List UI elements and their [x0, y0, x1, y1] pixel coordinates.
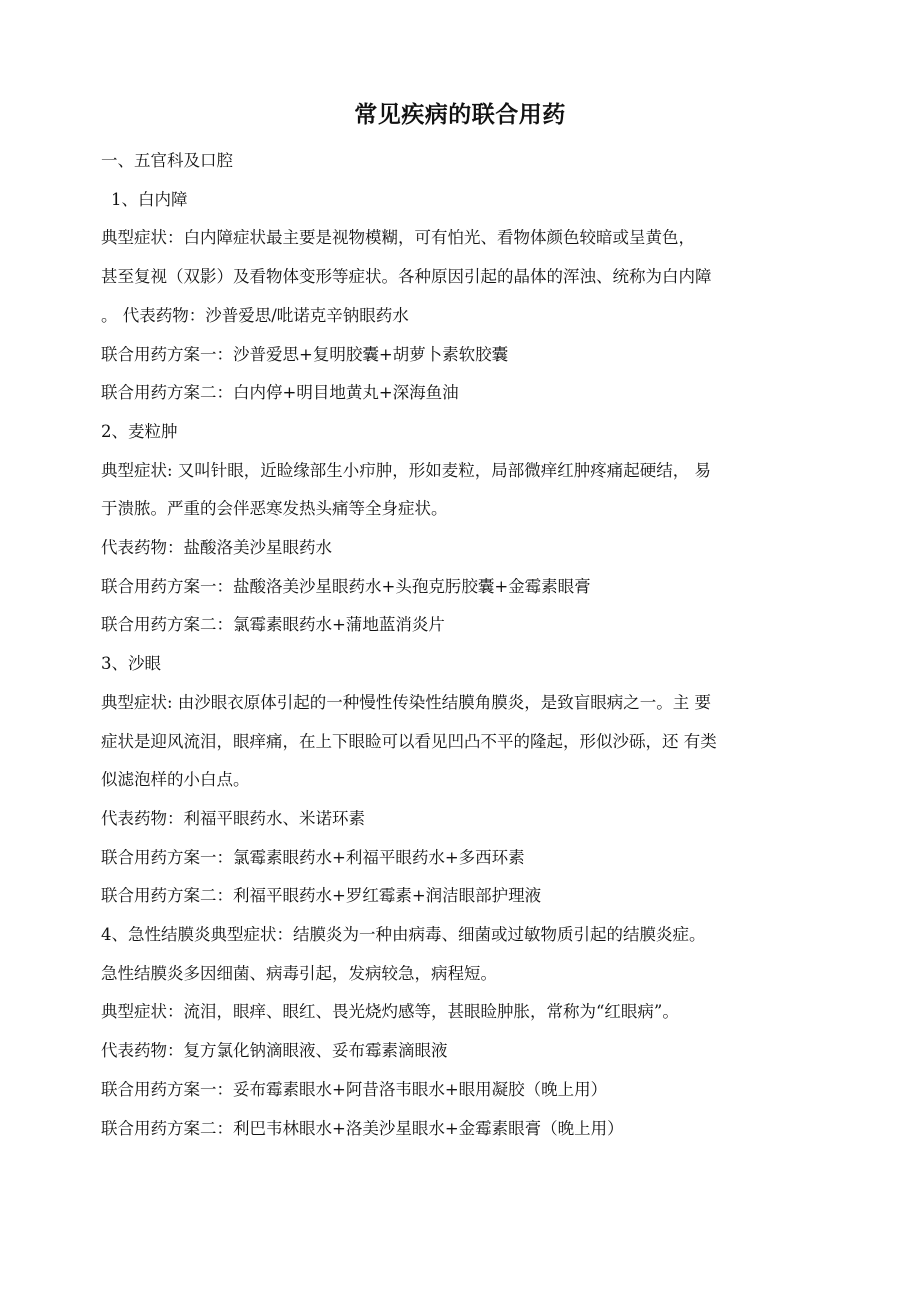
text-line: 联合用药方案一：沙普爱思+复明胶囊+胡萝卜素软胶囊 — [101, 344, 509, 364]
text-line: 急性结膜炎多因细菌、病毒引起，发病较急，病程短。 — [101, 963, 497, 983]
text-line: 。 代表药物：沙普爱思/吡诺克辛钠眼药水 — [101, 305, 409, 325]
text-line: 症状是迎风流泪，眼痒痛，在上下眼睑可以看见凹凸不平的隆起，形似沙砾，还 有类 — [101, 731, 717, 751]
text-line: 典型症状: 由沙眼衣原体引起的一种慢性传染性结膜角膜炎，是致盲眼病之一。主 要 — [101, 692, 712, 712]
text-line: 联合用药方案一：氯霉素眼药水+利福平眼药水+多西环素 — [101, 847, 525, 867]
text-line: 代表药物：复方氯化钠滴眼液、妥布霉素滴眼液 — [101, 1041, 448, 1061]
section-heading: 一、五官科及口腔 — [101, 151, 233, 170]
text-line: 联合用药方案一：妥布霉素眼水+阿昔洛韦眼水+眼用凝胶（晚上用） — [101, 1079, 608, 1099]
text-line: 4、急性结膜炎典型症状：结膜炎为一种由病毒、细菌或过敏物质引起的结膜炎症。 — [101, 925, 706, 945]
document-body — [101, 142, 829, 1148]
text-line: 代表药物：利福平眼药水、米诺环素 — [101, 808, 365, 828]
text-line: 典型症状：流泪，眼痒、眼红、畏光烧灼感等，甚眼睑肿胀，常称为“红眼病”。 — [101, 1002, 679, 1022]
subsection-heading: 1、白内障 — [111, 189, 188, 209]
text-line: 联合用药方案二：利福平眼药水+罗红霉素+润洁眼部护理液 — [101, 886, 542, 906]
subsection-heading: 2、麦粒肿 — [101, 421, 178, 441]
text-line: 联合用药方案二：白内停+明目地黄丸+深海鱼油 — [101, 383, 459, 403]
text-line: 似滤泡样的小白点。 — [101, 770, 250, 790]
text-line: 代表药物：盐酸洛美沙星眼药水 — [101, 538, 332, 558]
text-line: 于溃脓。严重的会伴恶寒发热头痛等全身症状。 — [101, 499, 448, 519]
subsection-heading: 3、沙眼 — [101, 654, 161, 674]
text-line: 联合用药方案一：盐酸洛美沙星眼药水+头孢克肟胶囊+金霉素眼膏 — [101, 576, 591, 596]
document-title: 常见疾病的联合用药 — [354, 101, 566, 128]
text-line: 联合用药方案二：氯霉素眼药水+蒲地蓝消炎片 — [101, 615, 445, 635]
text-line: 甚至复视（双影）及看物体变形等症状。各种原因引起的晶体的浑浊、统称为白内障 — [101, 267, 712, 287]
text-line: 联合用药方案二：利巴韦林眼水+洛美沙星眼水+金霉素眼膏（晚上用） — [101, 1118, 624, 1138]
text-line: 典型症状：白内障症状最主要是视物模糊，可有怕光、看物体颜色较暗或呈黄色， — [101, 228, 695, 248]
text-line: 典型症状: 又叫针眼，近睑缘部生小疖肿，形如麦粒，局部微痒红肿疼痛起硬结， 易 — [101, 460, 712, 480]
